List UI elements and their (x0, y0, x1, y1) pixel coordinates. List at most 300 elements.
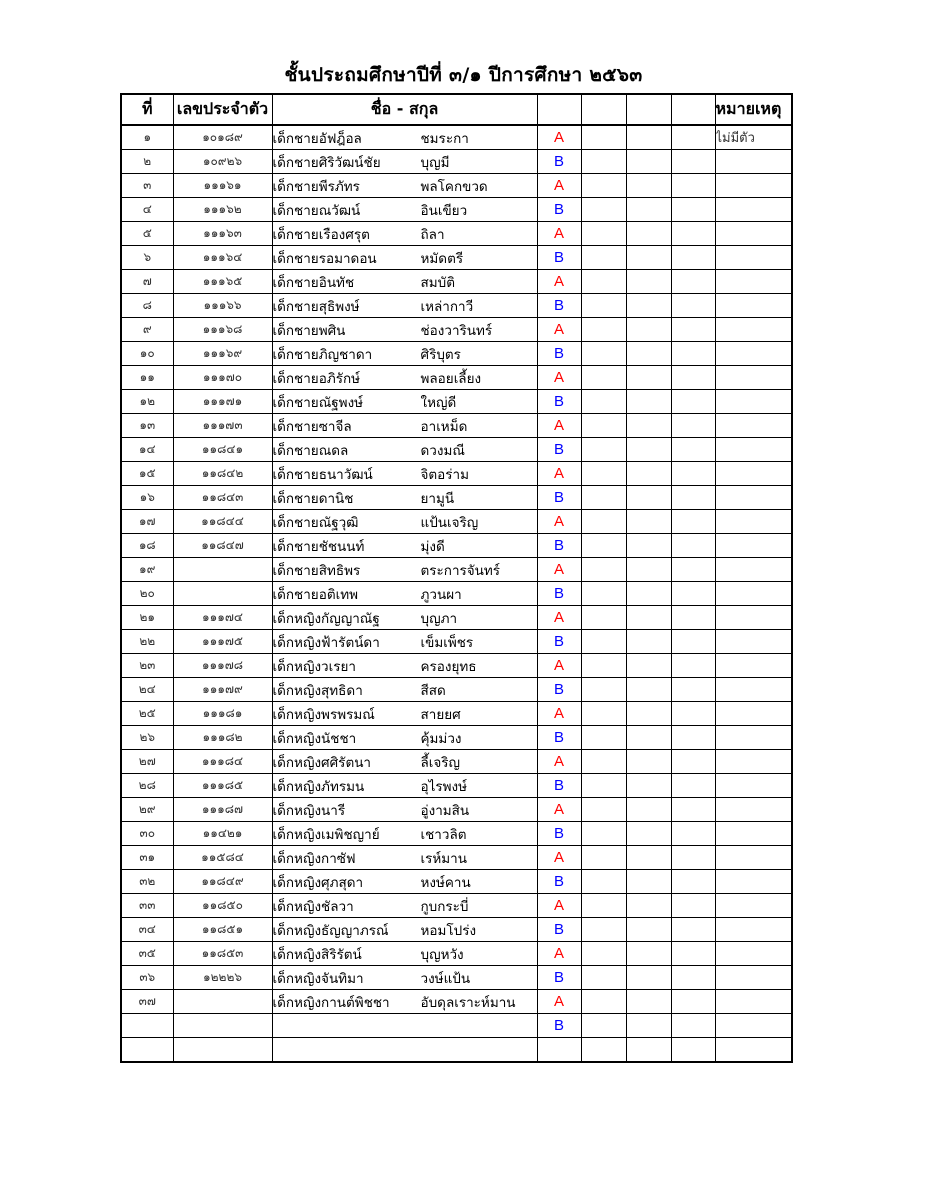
last-name: ช่องวารินทร์ (420, 322, 493, 339)
first-name: เด็กชายณัฐพงษ์ (272, 394, 364, 411)
group-label: A (537, 654, 581, 678)
note-cell (715, 822, 792, 846)
extra-cell-3 (671, 750, 715, 774)
roster-body (121, 125, 792, 1062)
student-name (272, 966, 537, 990)
extra-cell-3 (671, 390, 715, 414)
row-number: ๑๙ (121, 558, 173, 582)
group-label: A (537, 558, 581, 582)
row-number: ๘ (121, 294, 173, 318)
extra-cell-2 (626, 390, 671, 414)
first-name: เด็กชายเรืองศรุต (272, 226, 370, 243)
extra-cell-3 (671, 150, 715, 174)
student-name (272, 846, 537, 870)
extra-cell-3 (671, 270, 715, 294)
extra-cell-3 (671, 222, 715, 246)
note-cell (715, 558, 792, 582)
student-id: ๑๐๑๘๙ (173, 125, 272, 150)
extra-cell-1 (581, 462, 626, 486)
student-roster-table (120, 93, 793, 1063)
first-name: เด็กชายณดล (272, 442, 349, 459)
student-id: ๑๑๑๗๓ (173, 414, 272, 438)
extra-cell-1 (581, 846, 626, 870)
student-id: ๑๑๑๘๒ (173, 726, 272, 750)
extra-cell-2 (626, 1038, 671, 1063)
group-label: B (537, 726, 581, 750)
first-name: เด็กหญิงเมพิชญาย์ (272, 826, 380, 843)
student-name (272, 510, 537, 534)
extra-cell-1 (581, 318, 626, 342)
row-number: ๑๒ (121, 390, 173, 414)
student-name (272, 222, 537, 246)
note-cell (715, 366, 792, 390)
row-number: ๒๙ (121, 798, 173, 822)
first-name: เด็กหญิงภัทรมน (272, 778, 365, 795)
student-id: ๑๑๑๗๙ (173, 678, 272, 702)
extra-cell-3 (671, 942, 715, 966)
extra-cell-1 (581, 1014, 626, 1038)
row-number: ๓๒ (121, 870, 173, 894)
first-name: เด็กหญิงนารี (272, 802, 346, 819)
group-label: B (537, 486, 581, 510)
extra-cell-3 (671, 798, 715, 822)
student-id: ๑๑๑๖๘ (173, 318, 272, 342)
extra-cell-2 (626, 558, 671, 582)
last-name: จิตอร่าม (420, 466, 470, 483)
row-number: ๔ (121, 198, 173, 222)
note-cell (715, 942, 792, 966)
group-label: B (537, 870, 581, 894)
extra-cell-2 (626, 246, 671, 270)
row-number: ๓๗ (121, 990, 173, 1014)
extra-cell-1 (581, 438, 626, 462)
group-label: A (537, 894, 581, 918)
group-label: A (537, 942, 581, 966)
first-name: เด็กชายธนาวัฒน์ (272, 466, 373, 483)
last-name: ครองยุทธ (420, 658, 477, 675)
student-id: ๑๑๑๖๓ (173, 222, 272, 246)
student-id: ๑๑๑๗๘ (173, 654, 272, 678)
table-row (121, 798, 792, 822)
student-name (272, 318, 537, 342)
extra-cell-1 (581, 894, 626, 918)
extra-cell-3 (671, 678, 715, 702)
note-cell (715, 270, 792, 294)
group-label: A (537, 366, 581, 390)
group-label: B (537, 390, 581, 414)
last-name: อุไรพงษ์ (420, 778, 468, 795)
first-name: เด็กหญิงจันทิมา (272, 970, 364, 987)
group-label: B (537, 630, 581, 654)
note-cell (715, 222, 792, 246)
extra-cell-3 (671, 198, 715, 222)
student-name (272, 125, 537, 150)
first-name: เด็กชายพศิน (272, 322, 346, 339)
header-extra-3 (671, 94, 715, 125)
student-id: ๑๑๑๖๑ (173, 174, 272, 198)
student-id: ๑๑๑๗๔ (173, 606, 272, 630)
student-name (272, 750, 537, 774)
extra-cell-1 (581, 534, 626, 558)
note-cell (715, 726, 792, 750)
last-name: พลโคกขวด (420, 178, 488, 195)
extra-cell-2 (626, 726, 671, 750)
first-name: เด็กหญิงสุทธิดา (272, 682, 363, 699)
extra-cell-3 (671, 438, 715, 462)
extra-cell-1 (581, 678, 626, 702)
first-name: เด็กหญิงกาซัฟ (272, 850, 356, 867)
note-cell (715, 318, 792, 342)
extra-cell-3 (671, 462, 715, 486)
row-number: ๒๑ (121, 606, 173, 630)
group-label: B (537, 294, 581, 318)
student-id: ๑๑๘๔๙ (173, 870, 272, 894)
first-name: เด็กชายอินทัช (272, 274, 355, 291)
first-name: เด็กชายรอมาดอน (272, 250, 377, 267)
group-label: B (537, 198, 581, 222)
extra-cell-3 (671, 774, 715, 798)
extra-cell-3 (671, 966, 715, 990)
note-cell (715, 438, 792, 462)
extra-cell-1 (581, 1038, 626, 1063)
group-label: B (537, 918, 581, 942)
student-name (272, 1014, 537, 1038)
table-row (121, 1038, 792, 1063)
extra-cell-2 (626, 582, 671, 606)
student-name (272, 462, 537, 486)
note-cell (715, 894, 792, 918)
first-name: เด็กหญิงฟ้ารัตน์ดา (272, 634, 380, 651)
student-id: ๑๑๘๔๒ (173, 462, 272, 486)
group-label (537, 1038, 581, 1063)
student-name (272, 270, 537, 294)
last-name: ยามูนี (420, 490, 455, 507)
student-name (272, 798, 537, 822)
extra-cell-1 (581, 966, 626, 990)
last-name: อู่งามสิน (420, 802, 470, 819)
last-name: กูบกระบี่ (420, 898, 469, 915)
student-id (173, 990, 272, 1014)
student-id: ๑๑๑๗๕ (173, 630, 272, 654)
student-id: ๑๑๘๕๑ (173, 918, 272, 942)
row-number: ๑๕ (121, 462, 173, 486)
student-name (272, 1038, 537, 1063)
extra-cell-2 (626, 630, 671, 654)
extra-cell-2 (626, 846, 671, 870)
student-id: ๑๑๘๕๓ (173, 942, 272, 966)
extra-cell-1 (581, 125, 626, 150)
extra-cell-1 (581, 942, 626, 966)
last-name: บุญมี (420, 154, 450, 171)
group-label: A (537, 222, 581, 246)
student-name (272, 870, 537, 894)
extra-cell-3 (671, 125, 715, 150)
student-name (272, 150, 537, 174)
extra-cell-1 (581, 174, 626, 198)
extra-cell-2 (626, 822, 671, 846)
student-id: ๑๑๔๒๑ (173, 822, 272, 846)
extra-cell-2 (626, 462, 671, 486)
student-name (272, 486, 537, 510)
row-number (121, 1014, 173, 1038)
extra-cell-3 (671, 534, 715, 558)
note-cell (715, 198, 792, 222)
extra-cell-1 (581, 582, 626, 606)
student-name (272, 990, 537, 1014)
row-number: ๓๐ (121, 822, 173, 846)
group-label: B (537, 966, 581, 990)
table-row (121, 750, 792, 774)
last-name: เรห์มาน (420, 850, 467, 867)
extra-cell-2 (626, 294, 671, 318)
first-name: เด็กชายซาจีล (272, 418, 352, 435)
header-extra-1 (581, 94, 626, 125)
student-name (272, 726, 537, 750)
extra-cell-1 (581, 654, 626, 678)
student-id: ๑๑๑๖๖ (173, 294, 272, 318)
row-number: ๕ (121, 222, 173, 246)
last-name: มุ่งดี (420, 538, 445, 555)
group-label: A (537, 798, 581, 822)
last-name: ใหญ่ดี (420, 394, 457, 411)
extra-cell-2 (626, 150, 671, 174)
table-row (121, 486, 792, 510)
table-row (121, 990, 792, 1014)
table-row (121, 606, 792, 630)
table-row (121, 870, 792, 894)
student-name (272, 678, 537, 702)
table-row (121, 582, 792, 606)
extra-cell-1 (581, 990, 626, 1014)
note-cell (715, 582, 792, 606)
student-name (272, 294, 537, 318)
extra-cell-3 (671, 342, 715, 366)
student-name (272, 390, 537, 414)
extra-cell-1 (581, 750, 626, 774)
group-label: A (537, 990, 581, 1014)
extra-cell-2 (626, 918, 671, 942)
first-name: เด็กหญิงกานต์พิชชา (272, 994, 390, 1011)
row-number: ๒๖ (121, 726, 173, 750)
note-cell (715, 150, 792, 174)
header-name: ชื่อ - สกุล (272, 94, 537, 125)
extra-cell-1 (581, 558, 626, 582)
row-number: ๓๖ (121, 966, 173, 990)
extra-cell-3 (671, 366, 715, 390)
row-number: ๓๓ (121, 894, 173, 918)
note-cell (715, 654, 792, 678)
extra-cell-3 (671, 894, 715, 918)
extra-cell-1 (581, 726, 626, 750)
note-cell (715, 606, 792, 630)
last-name: อินเขียว (420, 202, 468, 219)
student-id: ๑๑๑๖๒ (173, 198, 272, 222)
extra-cell-3 (671, 174, 715, 198)
header-extra-2 (626, 94, 671, 125)
first-name: เด็กชายพีรภัทร (272, 178, 360, 195)
last-name: บุญหวัง (420, 946, 464, 963)
group-label: A (537, 750, 581, 774)
row-number: ๑๓ (121, 414, 173, 438)
student-id: ๑๑๘๔๓ (173, 486, 272, 510)
extra-cell-2 (626, 870, 671, 894)
extra-cell-2 (626, 270, 671, 294)
extra-cell-1 (581, 366, 626, 390)
note-cell (715, 294, 792, 318)
student-id: ๑๑๑๘๑ (173, 702, 272, 726)
extra-cell-2 (626, 990, 671, 1014)
student-id: ๑๑๘๔๔ (173, 510, 272, 534)
first-name: เด็กหญิงพรพรมณ์ (272, 706, 375, 723)
last-name: อับดุลเราะห์มาน (420, 994, 516, 1011)
table-row (121, 534, 792, 558)
extra-cell-1 (581, 918, 626, 942)
note-cell (715, 174, 792, 198)
extra-cell-3 (671, 870, 715, 894)
extra-cell-2 (626, 966, 671, 990)
student-id: ๑๒๒๒๖ (173, 966, 272, 990)
extra-cell-2 (626, 366, 671, 390)
note-cell (715, 702, 792, 726)
last-name: ตระการจันทร์ (420, 562, 501, 579)
last-name: สีสด (420, 682, 446, 699)
student-id: ๑๑๑๖๔ (173, 246, 272, 270)
last-name: ภูวนผา (420, 586, 462, 603)
row-number: ๑๗ (121, 510, 173, 534)
table-row (121, 174, 792, 198)
note-cell (715, 630, 792, 654)
student-name (272, 534, 537, 558)
group-label: A (537, 462, 581, 486)
table-row (121, 270, 792, 294)
note-cell (715, 918, 792, 942)
student-id: ๑๑๑๘๗ (173, 798, 272, 822)
header-row (121, 94, 792, 125)
group-label: B (537, 150, 581, 174)
note-cell (715, 774, 792, 798)
student-id (173, 558, 272, 582)
note-cell (715, 534, 792, 558)
first-name: เด็กชายณวัฒน์ (272, 202, 361, 219)
group-label: A (537, 125, 581, 150)
group-label: B (537, 822, 581, 846)
group-label: A (537, 414, 581, 438)
table-row (121, 966, 792, 990)
student-name (272, 918, 537, 942)
table-row (121, 894, 792, 918)
note-cell (715, 678, 792, 702)
group-label: B (537, 246, 581, 270)
first-name: เด็กชายอติเทพ (272, 586, 358, 603)
table-row (121, 918, 792, 942)
table-row (121, 462, 792, 486)
note-cell (715, 1014, 792, 1038)
table-row (121, 342, 792, 366)
extra-cell-1 (581, 822, 626, 846)
table-row (121, 558, 792, 582)
last-name: สายยศ (420, 706, 461, 723)
row-number: ๑๔ (121, 438, 173, 462)
last-name: ชมระกา (420, 130, 469, 147)
note-cell (715, 846, 792, 870)
student-id: ๑๑๑๗๐ (173, 366, 272, 390)
last-name: ดวงมณี (420, 442, 465, 459)
first-name: เด็กชายศิริวัฒน์ชัย (272, 154, 381, 171)
group-label: B (537, 582, 581, 606)
table-row (121, 726, 792, 750)
last-name: หอมโปร่ง (420, 922, 477, 939)
last-name: หงษ์คาน (420, 874, 471, 891)
group-label: B (537, 342, 581, 366)
table-row (121, 246, 792, 270)
extra-cell-3 (671, 726, 715, 750)
student-name (272, 822, 537, 846)
last-name: พลอยเลี้ยง (420, 370, 482, 387)
extra-cell-1 (581, 150, 626, 174)
extra-cell-2 (626, 198, 671, 222)
extra-cell-3 (671, 558, 715, 582)
extra-cell-3 (671, 702, 715, 726)
student-id (173, 582, 272, 606)
row-number: ๑๑ (121, 366, 173, 390)
student-name (272, 558, 537, 582)
first-name: เด็กหญิงธัญญาภรณ์ (272, 922, 389, 939)
row-number: ๒ (121, 150, 173, 174)
first-name: เด็กหญิงกัญญาณัฐ (272, 610, 380, 627)
extra-cell-1 (581, 294, 626, 318)
table-row (121, 1014, 792, 1038)
last-name: ศิริบุตร (420, 346, 461, 363)
group-label: B (537, 774, 581, 798)
table-row (121, 510, 792, 534)
extra-cell-2 (626, 414, 671, 438)
header-group (537, 94, 581, 125)
last-name: เข็มเพ็ชร (420, 634, 474, 651)
row-number: ๗ (121, 270, 173, 294)
table-row (121, 294, 792, 318)
table-row (121, 414, 792, 438)
extra-cell-2 (626, 1014, 671, 1038)
table-row (121, 318, 792, 342)
extra-cell-2 (626, 534, 671, 558)
extra-cell-2 (626, 318, 671, 342)
extra-cell-2 (626, 750, 671, 774)
extra-cell-3 (671, 510, 715, 534)
student-name (272, 438, 537, 462)
row-number: ๓ (121, 174, 173, 198)
table-row (121, 678, 792, 702)
table-row (121, 125, 792, 150)
extra-cell-3 (671, 246, 715, 270)
group-label: A (537, 606, 581, 630)
group-label: A (537, 702, 581, 726)
note-cell (715, 870, 792, 894)
extra-cell-2 (626, 174, 671, 198)
header-no: ที่ (121, 94, 173, 125)
student-name (272, 702, 537, 726)
student-id: ๑๑๑๖๕ (173, 270, 272, 294)
student-name (272, 366, 537, 390)
first-name: เด็กหญิงสิริรัตน์ (272, 946, 362, 963)
first-name: เด็กหญิงศศิรัตนา (272, 754, 372, 771)
first-name: เด็กชายสิทธิพร (272, 562, 361, 579)
extra-cell-3 (671, 918, 715, 942)
student-name (272, 198, 537, 222)
table-row (121, 702, 792, 726)
last-name: บุญภา (420, 610, 458, 627)
note-cell (715, 1038, 792, 1063)
table-row (121, 198, 792, 222)
